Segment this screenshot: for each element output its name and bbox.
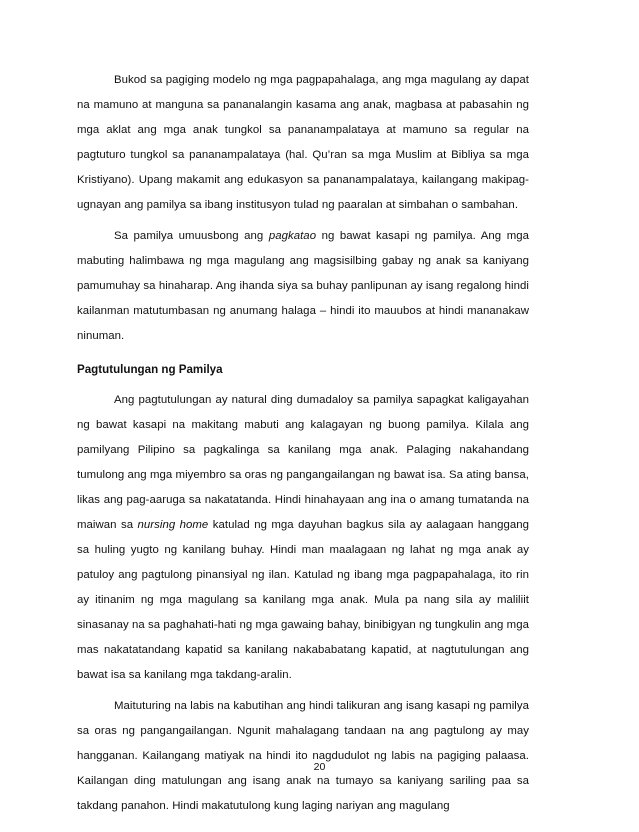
emphasis-pagkatao: pagkatao bbox=[268, 230, 317, 242]
paragraph-personhood bbox=[77, 224, 529, 349]
document-body bbox=[77, 68, 529, 819]
page-number: 20 bbox=[313, 761, 326, 773]
paragraph-family-cooperation bbox=[77, 388, 529, 688]
section-heading: Pagtutulungan ng Pamilya bbox=[77, 363, 223, 376]
paragraph-faith-education: Bukod sa pagiging modelo ng mga pagpapahalaga, ang mga magulang ay dapat na mamuno at manguna sa pananalangin kasama ang anak, magbasa at pabasahin ng mga aklat ang mga anak tungkol sa pananampalataya at mamuno sa regular na pagtuturo tungkol sa pananampalataya (hal. Qu’ran sa mga Muslim at Bibliya sa mga Kristiyano). Upang makamit ang edukasyon sa pananampalataya, kailangang makipag-ugnayan ang pamilya sa ibang institusyon tulad ng paaralan at simbahan o sambahan. bbox=[77, 74, 529, 211]
paragraph-cooperation-text-end: katulad ng mga dayuhan bagkus sila ay aalagaan hanggang sa huling yugto ng kanilang buhay. Hindi man maalagaan ng lahat ng mga anak ay patuloy ang pagtulong pinansiyal ng ilan. Katulad ng ibang mga pagpapahalaga, ito rin ay itinanim ng mga magulang sa kanilang mga anak. Mula pa nang sila ay maliliit sinasanay na sa paghahati-hati ng mga gawaing bahay, binibigyan ng tungkulin ang mga mas nakatatandang kapatid sa kanilang nakababatang kapatid, at nagtutulungan ang bawat isa sa kanilang mga takdang-aralin. bbox=[77, 519, 529, 681]
paragraph-help-limits: Maituturing na labis na kabutihan ang hindi talikuran ang isang kasapi ng pamilya sa oras ng pangangailangan. Ngunit mahalagang tandaan na ang pagtulong ay may hangganan. Kailangang matiyak na hindi ito nagdudulot ng labis na pagiging palaasa. Kailangan ding matulungan ang isang anak na tumayo sa kaniyang sariling paa sa takdang panahon. Hindi makatutulong kung laging nariyan ang magulang bbox=[77, 700, 529, 812]
paragraph-personhood-text-start: Sa pamilya umuusbong ang bbox=[114, 230, 269, 242]
emphasis-nursing-home: nursing home bbox=[137, 519, 209, 531]
paragraph-cooperation-text-start: Ang pagtutulungan ay natural ding dumadaloy sa pamilya sapagkat kaligayahan ng bawat kasapi na makitang mabuti ang kalagayan ng buong pamilya. Kilala ang pamilyang Pilipino sa pagkalinga sa kanilang mga anak. Palaging nakahandang tumulong ang mga miyembro sa oras ng pangangailangan ng bawat isa. Sa ating bansa, likas ang pag-aaruga sa nakatatanda. Hindi hinahayaan ang ina o amang tumatanda na maiwan sa bbox=[77, 394, 529, 531]
paragraph-personhood-text-end: ng bawat kasapi ng pamilya. Ang mga mabuting halimbawa ng mga magulang ang magsisilbing gabay ng anak sa kaniyang pamumuhay sa hinaharap. Ang ihanda siya sa buhay panlipunan ay isang regalong hindi kailanman matutumbasan ng anumang halaga – hindi ito mauubos at hindi mananakaw ninuman. bbox=[77, 230, 529, 342]
